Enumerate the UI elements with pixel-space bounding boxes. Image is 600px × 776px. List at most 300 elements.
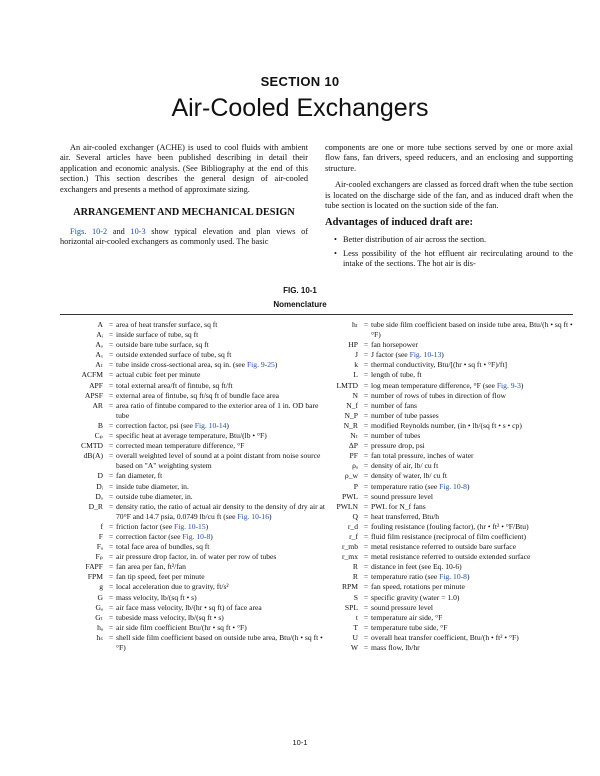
definition-text: correction factor (see — [116, 531, 183, 541]
definition-text: length of tube, ft — [371, 370, 422, 380]
nomenclature-symbol: FPM — [87, 572, 103, 582]
nomenclature-definition — [371, 552, 582, 562]
equals-sign: = — [108, 471, 114, 481]
section-label: SECTION 10 — [260, 74, 340, 89]
nomenclature-row — [320, 441, 582, 451]
definition-text: pressure drop, psi — [371, 441, 425, 451]
nomenclature-row — [58, 360, 330, 370]
nomenclature-row — [320, 562, 582, 572]
nomenclature-definition — [116, 562, 330, 572]
nomenclature-definition — [371, 360, 582, 370]
nomenclature-right-column — [320, 320, 582, 653]
definition-tail: ) — [269, 511, 272, 521]
equals-sign: = — [363, 572, 369, 582]
nomenclature-definition — [371, 593, 582, 603]
definition-text: fouling resistance (fouling factor), (hr • ft² • °F/Btu) — [371, 521, 529, 531]
equals-sign: = — [108, 572, 114, 582]
definition-text: fan area per fan, ft²/fan — [116, 562, 186, 572]
nomenclature-definition — [116, 320, 330, 330]
nomenclature-row — [58, 613, 330, 623]
page-title: Air-Cooled Exchangers — [171, 94, 429, 122]
nomenclature-symbol: B — [97, 420, 103, 430]
nomenclature-definition — [116, 593, 330, 603]
nomenclature-symbol: A — [97, 320, 103, 329]
equals-sign: = — [363, 350, 369, 360]
equals-sign: = — [108, 521, 114, 531]
equals-sign: = — [363, 501, 369, 511]
definition-text: specific gravity (water = 1.0) — [371, 592, 460, 602]
definition-text: tube side film coefficient based on inside tube area, Btu/(h • sq ft • °F) — [371, 320, 573, 340]
definition-text: specific heat at average temperature, Btu/(lb • °F) — [116, 431, 267, 441]
definition-text: inside surface of tube, sq ft — [116, 330, 199, 340]
nomenclature-row — [320, 370, 582, 380]
definition-text: modified Reynolds number, (in • lb/(sq ft • s • cp) — [371, 420, 522, 430]
nomenclature-definition — [371, 320, 582, 340]
equals-sign: = — [363, 390, 369, 400]
page-number: 10-1 — [292, 738, 308, 747]
nomenclature-symbol: PWLN — [336, 501, 358, 511]
nomenclature-definition — [116, 522, 330, 532]
definition-text: air pressure drop factor, in. of water per row of tubes — [116, 552, 277, 562]
definition-text: PWL for N_f fans — [371, 501, 426, 511]
nomenclature-symbol: ρ_w — [344, 471, 358, 481]
nomenclature-definition — [116, 572, 330, 582]
nomenclature-symbol: Aᵢ — [96, 330, 103, 340]
definition-text: outside extended surface of tube, sq ft — [116, 350, 232, 360]
nomenclature-row — [58, 431, 330, 441]
equals-sign: = — [363, 521, 369, 531]
equals-sign: = — [363, 562, 369, 572]
equals-sign: = — [108, 441, 114, 451]
equals-sign: = — [363, 340, 369, 350]
nomenclature-row — [58, 522, 330, 532]
definition-text: fan total pressure, inches of water — [371, 451, 474, 461]
divider — [60, 314, 573, 315]
nomenclature-definition — [371, 582, 582, 592]
definition-text: actual cubic feet per minute — [116, 370, 201, 380]
nomenclature-definition — [371, 522, 582, 532]
equals-sign: = — [363, 380, 369, 390]
nomenclature-symbol: RPM — [341, 582, 358, 592]
definition-text: area of heat transfer surface, sq ft — [116, 320, 218, 329]
nomenclature-definition — [371, 381, 582, 391]
nomenclature-symbol: W — [350, 643, 358, 652]
nomenclature-definition — [116, 603, 330, 613]
definition-text: overall heat transfer coefficient, Btu/(h • ft² • °F) — [371, 632, 519, 642]
nomenclature-definition — [371, 391, 582, 401]
figure-link[interactable]: Fig. 9-25 — [246, 360, 275, 370]
nomenclature-symbol: k — [354, 360, 358, 370]
nomenclature-row — [58, 582, 330, 592]
nomenclature-symbol: D — [97, 471, 103, 481]
equals-sign: = — [108, 622, 114, 632]
nomenclature-symbol: r_mb — [341, 542, 358, 552]
definition-text: air side film coefficient Btu/(hr • sq ft • °F) — [116, 622, 247, 632]
nomenclature-row — [320, 482, 582, 492]
nomenclature-definition — [371, 401, 582, 411]
equals-sign: = — [108, 562, 114, 572]
definition-text: overall weighted level of sound at a point distant from noise source based on "A" weighting system — [116, 451, 321, 471]
definition-text: inside tube diameter, in. — [116, 481, 189, 491]
nomenclature-symbol: r_mx — [341, 552, 358, 562]
nomenclature-row — [320, 451, 582, 461]
right-text-column — [325, 143, 573, 273]
equals-sign: = — [363, 612, 369, 622]
nomenclature-row — [58, 502, 330, 522]
nomenclature-definition — [371, 421, 582, 431]
nomenclature-row — [320, 643, 582, 653]
nomenclature-symbol: g — [99, 582, 103, 592]
equals-sign: = — [108, 531, 114, 541]
nomenclature-definition — [371, 431, 582, 441]
equals-sign: = — [108, 340, 114, 350]
nomenclature-symbol: P — [353, 481, 358, 491]
intro-paragraph: An air-cooled exchanger (ACHE) is used to cool fluids with ambient air. Several articles have been published describing in detail their application and economic analysis. (See Bibliography at the end of this section.) This section describes the general design of air-cooled exchangers and presents a method of approximate sizing. — [60, 143, 308, 194]
definition-text: sound pressure level — [371, 602, 433, 612]
nomenclature-row — [58, 623, 330, 633]
nomenclature-definition — [371, 370, 582, 380]
nomenclature-symbol: ACFM — [81, 370, 103, 380]
nomenclature-definition — [371, 411, 582, 421]
definition-text: sound pressure level — [371, 491, 433, 501]
draft-class-paragraph: Air-cooled exchangers are classed as forced draft when the tube section is located on the discharge side of the fan, and as induced draft when the tube section is located on the suction side of the fan. — [325, 180, 573, 211]
nomenclature-definition — [371, 623, 582, 633]
definition-text: thermal conductivity, Btu/[(hr • sq ft • °F)/ft] — [371, 360, 508, 370]
nomenclature-symbol: APF — [89, 380, 103, 390]
equals-sign: = — [363, 370, 369, 380]
nomenclature-row — [58, 552, 330, 562]
nomenclature-symbol: L — [353, 370, 358, 380]
equals-sign: = — [363, 441, 369, 451]
nomenclature-definition — [116, 502, 330, 522]
nomenclature-definition — [116, 370, 330, 380]
figure-label: FIG. 10-1 — [283, 286, 317, 295]
equals-sign: = — [363, 582, 369, 592]
nomenclature-definition — [371, 512, 582, 522]
nomenclature-row — [320, 512, 582, 522]
nomenclature-left-column — [58, 320, 330, 653]
nomenclature-row — [320, 542, 582, 552]
definition-text: fan speed, rotations per minute — [371, 582, 465, 592]
components-paragraph: components are one or more tube sections served by one or more axial flow fans, fan drivers, speed reducers, and an enclosing and supporting structure. — [325, 143, 573, 173]
nomenclature-definition — [116, 623, 330, 633]
nomenclature-definition — [116, 552, 330, 562]
nomenclature-symbol: HP — [348, 340, 358, 350]
nomenclature-definition — [116, 401, 330, 421]
nomenclature-definition — [371, 461, 582, 471]
advantages-heading: Advantages of induced draft are: — [325, 217, 473, 229]
nomenclature-row — [58, 603, 330, 613]
nomenclature-symbol: ρₐ — [352, 461, 358, 471]
nomenclature-definition — [116, 340, 330, 350]
nomenclature-symbol: dB(A) — [83, 451, 103, 461]
definition-text: tubeside mass velocity, lb/(sq ft • s) — [116, 612, 224, 622]
nomenclature-row — [58, 451, 330, 471]
definition-tail: ) — [441, 350, 444, 360]
figure-link[interactable]: Fig. 10-8 — [182, 531, 211, 541]
equals-sign: = — [363, 451, 369, 461]
definition-text: area ratio of fintube compared to the exterior area of 1 in. OD bare tube — [116, 400, 319, 420]
nomenclature-symbol: F — [98, 531, 103, 541]
definition-text: local acceleration due to gravity, ft/s² — [116, 582, 229, 592]
fig-10-2-link[interactable]: Figs. 10-2 — [70, 227, 108, 237]
left-text-column — [60, 143, 308, 254]
nomenclature-symbol: J — [355, 350, 358, 360]
nomenclature-symbol: N_f — [346, 400, 358, 410]
definition-tail: ) — [274, 360, 278, 370]
nomenclature-definition — [371, 492, 582, 502]
nomenclature-symbol: PWL — [341, 491, 358, 501]
definition-text: metal resistance referred to outside bare surface — [371, 542, 517, 552]
nomenclature-definition — [371, 643, 582, 653]
nomenclature-symbol: hₛ — [96, 632, 103, 642]
nomenclature-definition — [116, 391, 330, 401]
definition-text: metal resistance referred to outside extended surface — [371, 552, 531, 562]
equals-sign: = — [363, 542, 369, 552]
nomenclature-definition — [116, 471, 330, 481]
nomenclature-definition — [371, 482, 582, 492]
nomenclature-row — [320, 613, 582, 623]
nomenclature-symbol: hₐ — [97, 622, 103, 632]
nomenclature-definition — [116, 451, 330, 471]
arrangement-text: show typical elevation and plan views of horizontal air-cooled exchangers as commonly used. The basic — [60, 227, 308, 247]
nomenclature-definition — [371, 502, 582, 512]
equals-sign: = — [108, 632, 114, 642]
definition-text: number of tubes — [371, 431, 421, 441]
nomenclature-row — [58, 401, 330, 421]
nomenclature-symbol: PF — [349, 451, 358, 461]
nomenclature-row — [320, 401, 582, 411]
nomenclature-row — [58, 633, 330, 653]
nomenclature-row — [320, 633, 582, 643]
nomenclature-row — [320, 320, 582, 340]
nomenclature-row — [58, 421, 330, 431]
equals-sign: = — [108, 431, 114, 441]
nomenclature-row — [58, 370, 330, 380]
nomenclature-definition — [371, 562, 582, 572]
equals-sign: = — [363, 643, 369, 652]
definition-text: friction factor (see — [116, 521, 174, 531]
figure-link[interactable]: Fig. 10-8 — [439, 481, 467, 491]
equals-sign: = — [108, 542, 114, 552]
equals-sign: = — [108, 330, 114, 340]
nomenclature-definition — [371, 340, 582, 350]
nomenclature-symbol: R — [352, 572, 358, 582]
nomenclature-row — [320, 471, 582, 481]
figure-link[interactable]: Fig. 10-15 — [173, 521, 206, 531]
arrangement-heading: ARRANGEMENT AND MECHANICAL DESIGN — [73, 207, 295, 219]
equals-sign: = — [108, 350, 114, 360]
nomenclature-definition — [371, 613, 582, 623]
nomenclature-symbol: N_R — [343, 420, 358, 430]
nomenclature-definition — [116, 582, 330, 592]
definition-text: fluid film resistance (reciprocal of film coefficient) — [371, 531, 527, 541]
definition-text: corrected mean temperature difference, °F — [116, 441, 245, 451]
equals-sign: = — [108, 612, 114, 622]
nomenclature-row — [320, 461, 582, 471]
nomenclature-symbol: ΔP — [348, 441, 358, 451]
nomenclature-definition — [371, 441, 582, 451]
nomenclature-symbol: APSF — [84, 390, 103, 400]
equals-sign: = — [108, 501, 114, 511]
equals-sign: = — [108, 582, 114, 592]
definition-text: temperature air side, °F — [371, 612, 443, 622]
nomenclature-symbol: Q — [352, 511, 358, 521]
nomenclature-symbol: Aₜ — [95, 360, 103, 370]
nomenclature-row — [320, 532, 582, 542]
equals-sign: = — [363, 320, 369, 329]
definition-text: mass velocity, lb/(sq ft • s) — [116, 592, 197, 602]
equals-sign: = — [363, 552, 369, 562]
nomenclature-definition — [116, 330, 330, 340]
definition-text: temperature ratio (see — [371, 572, 440, 582]
definition-text: log mean temperature difference, °F (see — [371, 380, 497, 390]
definition-text: outside bare tube surface, sq ft — [116, 340, 209, 350]
nomenclature-symbol: SPL — [344, 602, 358, 612]
nomenclature-symbol: LMTD — [336, 380, 358, 390]
nomenclature-definition — [116, 492, 330, 502]
figure-link[interactable]: Fig. 10-14 — [194, 420, 227, 430]
equals-sign: = — [363, 491, 369, 501]
nomenclature-row — [58, 381, 330, 391]
definition-text: total face area of bundles, sq ft — [116, 542, 210, 552]
equals-sign: = — [108, 380, 114, 390]
nomenclature-row — [58, 482, 330, 492]
equals-sign: = — [363, 400, 369, 410]
nomenclature-row — [58, 562, 330, 572]
definition-text: external area of fintube, sq ft/sq ft of bundle face area — [116, 390, 279, 400]
nomenclature-symbol: Gₐ — [95, 602, 103, 612]
definition-tail: ) — [466, 572, 470, 582]
equals-sign: = — [363, 410, 369, 420]
equals-sign: = — [363, 592, 369, 602]
definition-text: number of rows of tubes in direction of flow — [371, 390, 506, 400]
nomenclature-symbol: Fₚ — [95, 552, 103, 562]
nomenclature-row — [58, 350, 330, 360]
nomenclature-row — [320, 431, 582, 441]
definition-text: shell side film coefficient based on outside tube area, Btu/(h • sq ft • °F) — [116, 632, 323, 652]
nomenclature-definition — [116, 613, 330, 623]
equals-sign: = — [108, 420, 114, 430]
nomenclature-definition — [371, 350, 582, 360]
equals-sign: = — [363, 531, 369, 541]
nomenclature-definition — [371, 542, 582, 552]
definition-text: tube inside cross-sectional area, sq in. (see — [116, 360, 247, 370]
nomenclature-row — [320, 421, 582, 431]
nomenclature-row — [58, 320, 330, 330]
definition-tail: ) — [520, 380, 524, 390]
definition-text: fan tip speed, feet per minute — [116, 572, 205, 582]
definition-text: heat transferred, Btu/h — [371, 511, 440, 521]
nomenclature-definition — [116, 482, 330, 492]
definition-text: air face mass velocity, lb/(hr • sq ft) of face area — [116, 602, 262, 612]
nomenclature-symbol: FAPF — [85, 562, 103, 572]
definition-tail: ) — [210, 531, 213, 541]
equals-sign: = — [108, 390, 114, 400]
equals-sign: = — [363, 360, 369, 370]
definition-text: J factor (see — [371, 350, 410, 360]
definition-text: number of tube passes — [371, 410, 439, 420]
nomenclature-definition — [116, 421, 330, 431]
definition-text: total external area/ft of fintube, sq ft/ft — [116, 380, 233, 390]
equals-sign: = — [108, 400, 114, 410]
definition-text: correction factor, psi (see — [116, 420, 195, 430]
figure-link[interactable]: Fig. 9-3 — [496, 380, 521, 390]
figure-link[interactable]: Fig. 10-8 — [439, 572, 467, 582]
equals-sign: = — [363, 461, 369, 471]
nomenclature-symbol: CMTD — [81, 441, 103, 451]
nomenclature-symbol: N_P — [344, 410, 358, 420]
nomenclature-definition — [371, 603, 582, 613]
nomenclature-definition — [371, 532, 582, 542]
equals-sign: = — [108, 481, 114, 491]
nomenclature-symbol: Cₚ — [94, 431, 103, 441]
equals-sign: = — [108, 320, 114, 329]
figure-link[interactable]: Fig. 10-16 — [237, 511, 270, 521]
nomenclature-symbol: f — [100, 521, 103, 531]
definition-text: density ratio, the ratio of actual air density to the density of dry air at 70°F and 14.7 psia, 0.0749 lb/cu ft (see — [116, 501, 325, 521]
nomenclature-symbol: Dₒ — [95, 491, 103, 501]
definition-text: mass flow, lb/hr — [371, 643, 420, 652]
figure-link[interactable]: Fig. 10-13 — [409, 350, 442, 360]
nomenclature-row — [58, 572, 330, 582]
definition-text: outside tube diameter, in. — [116, 491, 193, 501]
equals-sign: = — [108, 592, 114, 602]
equals-sign: = — [108, 602, 114, 612]
nomenclature-symbol: AR — [92, 400, 103, 410]
nomenclature-definition — [116, 350, 330, 360]
nomenclature-definition — [116, 633, 330, 653]
nomenclature-definition — [116, 431, 330, 441]
nomenclature-row — [58, 532, 330, 542]
nomenclature-row — [58, 340, 330, 350]
equals-sign: = — [108, 552, 114, 562]
nomenclature-symbol: Gₜ — [95, 612, 103, 622]
nomenclature-definition — [371, 471, 582, 481]
nomenclature-definition — [371, 572, 582, 582]
nomenclature-symbol: S — [353, 592, 358, 602]
nomenclature-row — [320, 522, 582, 532]
nomenclature-symbol: R — [352, 562, 358, 572]
nomenclature-row — [58, 593, 330, 603]
definition-tail: ) — [466, 481, 470, 491]
definition-text: fan diameter, ft — [116, 471, 163, 481]
nomenclature-symbol: hₜ — [351, 320, 358, 329]
fig-10-3-link[interactable]: 10-3 — [130, 227, 146, 237]
nomenclature-row — [320, 340, 582, 350]
nomenclature-symbol: Aₓ — [95, 350, 103, 360]
equals-sign: = — [108, 360, 114, 370]
definition-tail: ) — [226, 420, 229, 430]
equals-sign: = — [363, 420, 369, 430]
definition-tail: ) — [205, 521, 209, 531]
equals-sign: = — [363, 622, 369, 632]
nomenclature-symbol: G — [97, 592, 103, 602]
nomenclature-row — [320, 623, 582, 633]
equals-sign: = — [363, 431, 369, 441]
nomenclature-definition — [116, 542, 330, 552]
definition-text: number of fans — [371, 400, 417, 410]
nomenclature-row — [320, 411, 582, 421]
equals-sign: = — [108, 451, 114, 461]
nomenclature-symbol: N — [352, 390, 358, 400]
nomenclature-row — [58, 391, 330, 401]
equals-sign: = — [363, 511, 369, 521]
nomenclature-definition — [116, 532, 330, 542]
nomenclature-row — [58, 542, 330, 552]
nomenclature-symbol: U — [352, 632, 358, 642]
nomenclature-row — [320, 582, 582, 592]
